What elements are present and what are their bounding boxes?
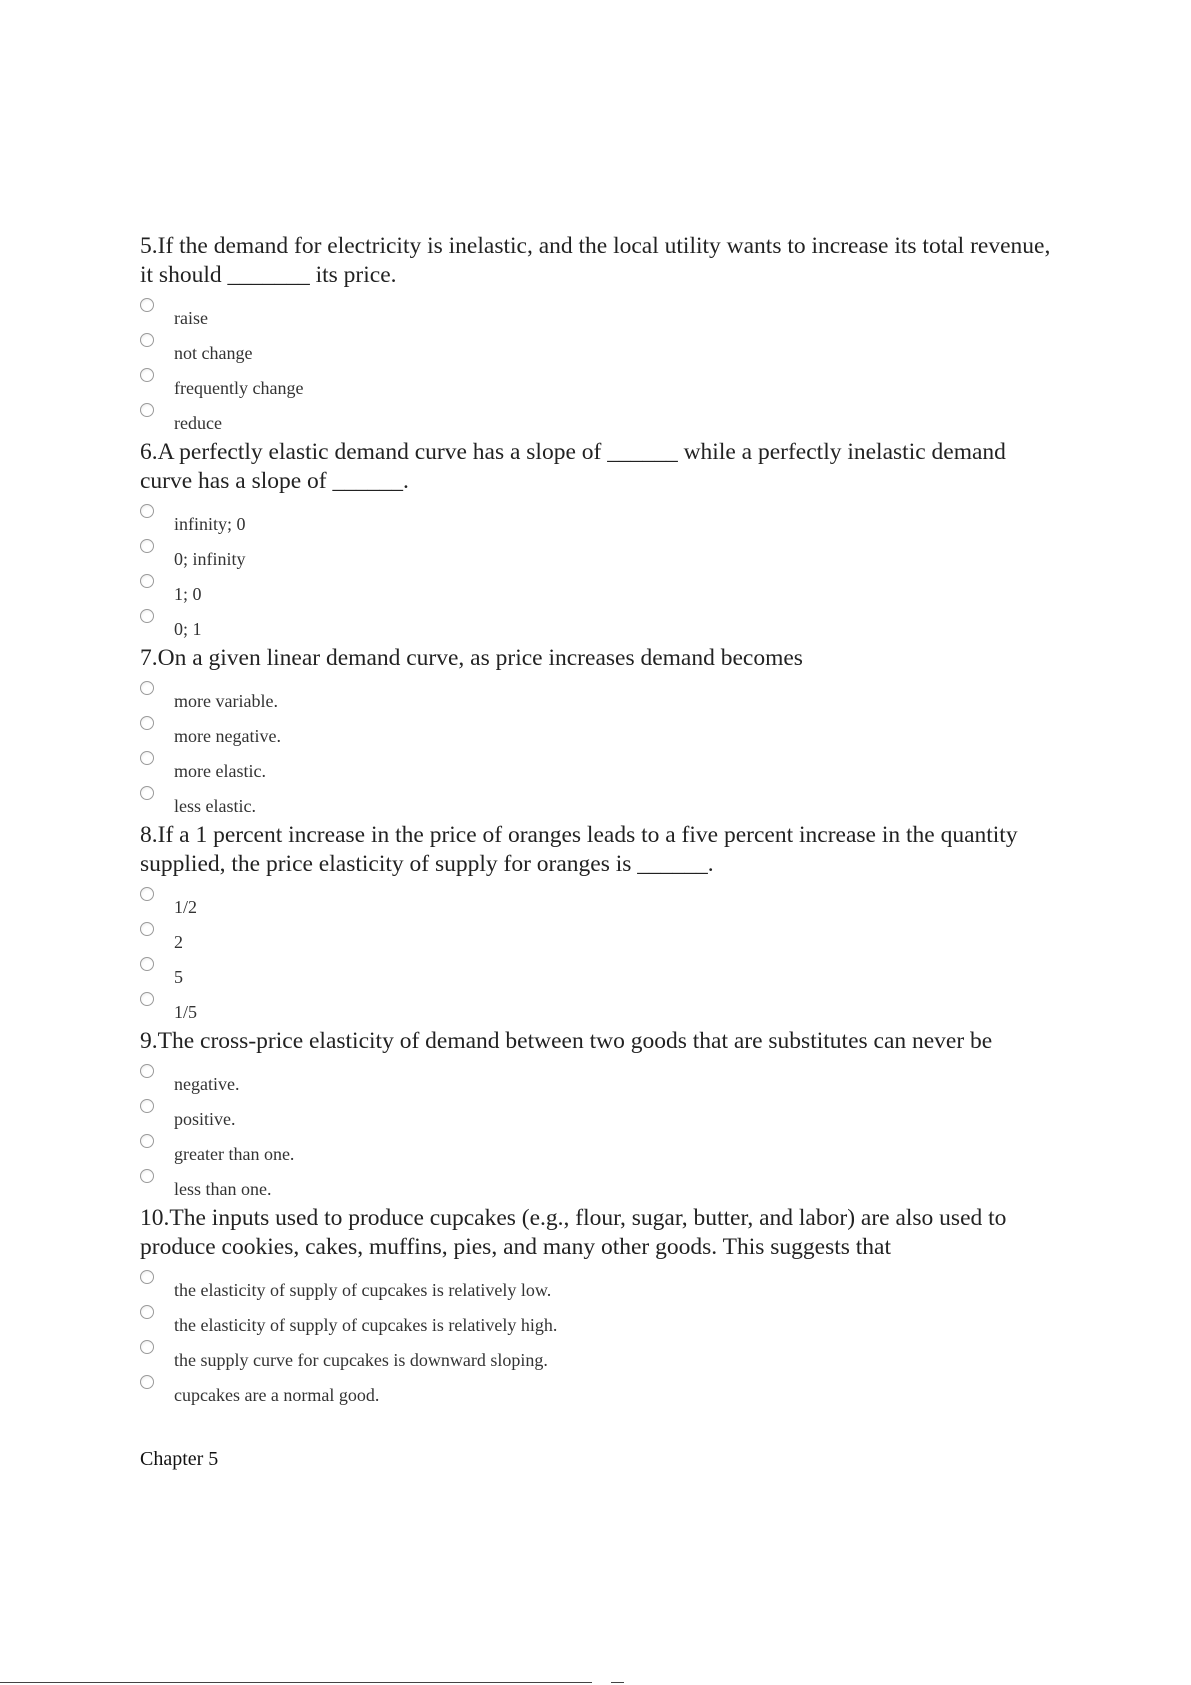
option-label: the elasticity of supply of cupcakes is relatively high.: [174, 1315, 558, 1335]
option[interactable]: [140, 681, 1060, 716]
radio-button-icon[interactable]: [140, 716, 154, 730]
question-5: [140, 232, 1060, 438]
answer-options: [140, 1270, 1060, 1410]
answer-options: [140, 887, 1060, 1027]
question-text: 6.A perfectly elastic demand curve has a slope of ______ while a perfectly inelastic demand curve has a slope of ______.: [140, 439, 1006, 494]
option-label: frequently change: [174, 378, 304, 398]
option[interactable]: [140, 504, 1060, 539]
option-label: 0; infinity: [174, 549, 246, 569]
radio-button-icon[interactable]: [140, 1270, 154, 1284]
option-label: raise: [174, 308, 208, 328]
radio-button-icon[interactable]: [140, 1099, 154, 1113]
option[interactable]: [140, 922, 1060, 957]
answer-options: [140, 1064, 1060, 1204]
option[interactable]: [140, 751, 1060, 786]
radio-button-icon[interactable]: [140, 333, 154, 347]
radio-button-icon[interactable]: [140, 1305, 154, 1319]
option-label: positive.: [174, 1109, 236, 1129]
radio-button-icon[interactable]: [140, 1340, 154, 1354]
option[interactable]: [140, 1169, 1060, 1204]
question-8: [140, 821, 1060, 1027]
question-10: [140, 1204, 1060, 1410]
option-label: infinity; 0: [174, 514, 246, 534]
radio-button-icon[interactable]: [140, 922, 154, 936]
radio-button-icon[interactable]: [140, 1134, 154, 1148]
option-label: 1; 0: [174, 584, 202, 604]
answer-options: [140, 504, 1060, 644]
quiz-content: [140, 232, 1060, 1410]
option[interactable]: [140, 403, 1060, 438]
option-label: 1/5: [174, 1002, 198, 1022]
option-label: 1/2: [174, 897, 198, 917]
option[interactable]: [140, 333, 1060, 368]
option[interactable]: [140, 887, 1060, 922]
question-text: 7.On a given linear demand curve, as price increases demand becomes: [140, 645, 803, 671]
option[interactable]: [140, 1305, 1060, 1340]
option[interactable]: [140, 1340, 1060, 1375]
radio-button-icon[interactable]: [140, 786, 154, 800]
option[interactable]: [140, 957, 1060, 992]
option-label: more negative.: [174, 726, 281, 746]
option-label: cupcakes are a normal good.: [174, 1385, 380, 1405]
option[interactable]: [140, 574, 1060, 609]
option-label: 5: [174, 967, 183, 987]
option[interactable]: [140, 1270, 1060, 1305]
radio-button-icon[interactable]: [140, 298, 154, 312]
radio-button-icon[interactable]: [140, 957, 154, 971]
radio-button-icon[interactable]: [140, 504, 154, 518]
question-7: [140, 644, 1060, 821]
option-label: 0; 1: [174, 619, 202, 639]
option[interactable]: [140, 1134, 1060, 1169]
question-6: [140, 438, 1060, 644]
radio-button-icon[interactable]: [140, 368, 154, 382]
option[interactable]: [140, 786, 1060, 821]
question-9: [140, 1027, 1060, 1204]
option-label: reduce: [174, 413, 222, 433]
option-label: the supply curve for cupcakes is downward sloping.: [174, 1350, 548, 1370]
footer-divider-segment: [611, 1682, 624, 1683]
radio-button-icon[interactable]: [140, 574, 154, 588]
footer-divider: [0, 1682, 592, 1683]
radio-button-icon[interactable]: [140, 1375, 154, 1389]
radio-button-icon[interactable]: [140, 609, 154, 623]
option[interactable]: [140, 539, 1060, 574]
option[interactable]: [140, 368, 1060, 403]
answer-options: [140, 298, 1060, 438]
option[interactable]: [140, 609, 1060, 644]
option[interactable]: [140, 992, 1060, 1027]
radio-button-icon[interactable]: [140, 1169, 154, 1183]
option[interactable]: [140, 1099, 1060, 1134]
option-label: 2: [174, 932, 183, 952]
option[interactable]: [140, 716, 1060, 751]
radio-button-icon[interactable]: [140, 681, 154, 695]
option-label: less than one.: [174, 1179, 272, 1199]
radio-button-icon[interactable]: [140, 403, 154, 417]
option-label: more elastic.: [174, 761, 266, 781]
option[interactable]: [140, 1064, 1060, 1099]
option[interactable]: [140, 1375, 1060, 1410]
option[interactable]: [140, 298, 1060, 333]
option-label: greater than one.: [174, 1144, 295, 1164]
chapter-heading: Chapter 5: [140, 1448, 219, 1470]
radio-button-icon[interactable]: [140, 992, 154, 1006]
radio-button-icon[interactable]: [140, 539, 154, 553]
option-label: not change: [174, 343, 253, 363]
option-label: negative.: [174, 1074, 240, 1094]
radio-button-icon[interactable]: [140, 887, 154, 901]
answer-options: [140, 681, 1060, 821]
question-text: 9.The cross-price elasticity of demand between two goods that are substitutes can never be: [140, 1028, 993, 1054]
option-label: less elastic.: [174, 796, 256, 816]
radio-button-icon[interactable]: [140, 1064, 154, 1078]
question-text: 5.If the demand for electricity is inelastic, and the local utility wants to increase its total revenue, it should _______ its price.: [140, 233, 1051, 288]
radio-button-icon[interactable]: [140, 751, 154, 765]
question-text: 8.If a 1 percent increase in the price of oranges leads to a five percent increase in the quantity supplied, the price elasticity of supply for oranges is ______.: [140, 822, 1018, 877]
question-text: 10.The inputs used to produce cupcakes (e.g., flour, sugar, butter, and labor) are also used to produce cookies, cakes, muffins, pies, and many other goods. This suggests that: [140, 1205, 1007, 1260]
option-label: more variable.: [174, 691, 278, 711]
option-label: the elasticity of supply of cupcakes is relatively low.: [174, 1280, 552, 1300]
